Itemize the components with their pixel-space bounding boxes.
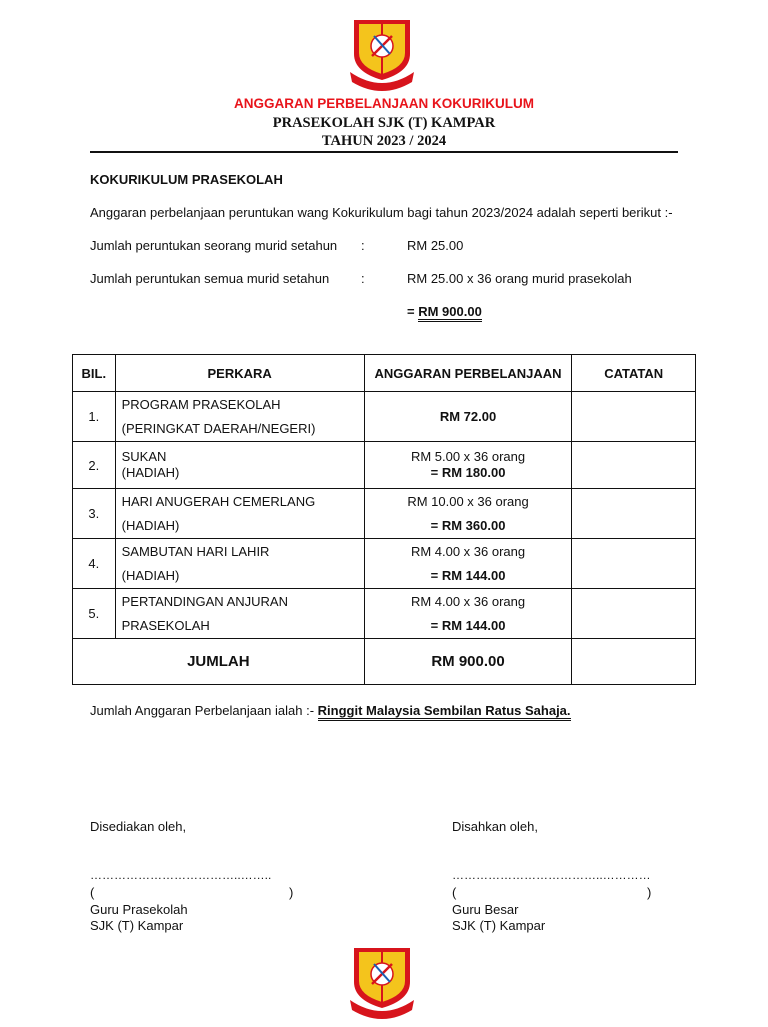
item-cell (115, 392, 364, 442)
document-title: ANGGARAN PERBELANJAAN KOKURIKULUM (234, 96, 534, 111)
summary-line (90, 703, 571, 718)
budget-table (72, 354, 696, 685)
approved-by-label: Disahkan oleh, (452, 819, 538, 834)
allocation-per-student-value: RM 25.00 (407, 238, 464, 253)
school-crest-top (346, 14, 418, 94)
summary-prefix: Jumlah Anggaran Perbelanjaan ialah :- (90, 703, 315, 718)
budget-amount: = RM 360.00 (430, 517, 506, 533)
document-subtitle: PRASEKOLAH SJK (T) KAMPAR (272, 115, 496, 131)
preparer-role: Guru Prasekolah (90, 902, 188, 917)
notes-cell (572, 539, 696, 589)
budget-cell (364, 442, 572, 489)
signature-line: ………………………………..…….. (90, 868, 272, 882)
column-header: BIL. (73, 355, 116, 392)
approver-school: SJK (T) Kampar (452, 918, 546, 933)
budget-amount: = RM 144.00 (430, 567, 506, 583)
item-name: PERTANDINGAN ANJURAN (121, 593, 288, 609)
budget-amount: = RM 144.00 (430, 617, 506, 633)
total-value: RM 900.00 (364, 639, 572, 685)
document-year: TAHUN 2023 / 2024 (321, 133, 447, 149)
budget-calculation: RM 10.00 x 36 orang (407, 493, 529, 509)
total-label: JUMLAH (73, 639, 365, 685)
notes-cell (572, 589, 696, 639)
approver-role: Guru Besar (452, 902, 519, 917)
table-row (73, 589, 696, 639)
item-name: SAMBUTAN HARI LAHIR (121, 543, 270, 559)
signature-line: ………………………………..………… (452, 868, 651, 882)
equals-sign: = (407, 304, 415, 319)
budget-amount: RM 72.00 (439, 409, 497, 424)
row-number: 1. (73, 392, 116, 442)
row-number: 2. (73, 442, 116, 489)
column-header: PERKARA (115, 355, 364, 392)
item-detail: (HADIAH) (121, 517, 180, 533)
name-paren-open: ( (452, 885, 457, 900)
header-divider (90, 151, 678, 153)
budget-calculation: RM 4.00 x 36 orang (410, 543, 526, 559)
notes-cell (572, 442, 696, 489)
name-paren-open: ( (90, 885, 95, 900)
row-number: 5. (73, 589, 116, 639)
budget-calculation: RM 4.00 x 36 orang (410, 593, 526, 609)
school-crest-bottom (346, 942, 418, 1022)
colon: : (361, 271, 365, 286)
row-number: 4. (73, 539, 116, 589)
budget-cell (364, 392, 572, 442)
notes-cell (572, 489, 696, 539)
item-name: SUKAN (121, 449, 167, 464)
table-total-row (73, 639, 696, 685)
row-number: 3. (73, 489, 116, 539)
table-row (73, 442, 696, 489)
allocation-all-students-label: Jumlah peruntukan semua murid setahun (90, 271, 330, 286)
item-cell (115, 589, 364, 639)
allocation-total (407, 304, 482, 319)
item-name: HARI ANUGERAH CEMERLANG (121, 493, 316, 509)
item-detail: (HADIAH) (121, 465, 180, 480)
table-row (73, 539, 696, 589)
allocation-total-value: RM 900.00 (418, 304, 482, 322)
intro-text: Anggaran perbelanjaan peruntukan wang Kokurikulum bagi tahun 2023/2024 adalah seperti berikut :- (90, 205, 673, 220)
budget-cell (364, 539, 572, 589)
item-detail: (PERINGKAT DAERAH/NEGERI) (121, 420, 316, 436)
item-detail: (HADIAH) (121, 567, 180, 583)
colon: : (361, 238, 365, 253)
column-header: CATATAN (572, 355, 696, 392)
column-header: ANGGARAN PERBELANJAAN (364, 355, 572, 392)
budget-cell (364, 489, 572, 539)
name-paren-close: ) (647, 885, 652, 900)
table-row (73, 392, 696, 442)
prepared-by-label: Disediakan oleh, (90, 819, 187, 834)
notes-cell (572, 392, 696, 442)
item-cell (115, 489, 364, 539)
item-cell (115, 539, 364, 589)
summary-amount-words: Ringgit Malaysia Sembilan Ratus Sahaja. (318, 703, 571, 721)
name-paren-close: ) (289, 885, 294, 900)
allocation-all-students-value: RM 25.00 x 36 orang murid prasekolah (407, 271, 632, 286)
item-cell (115, 442, 364, 489)
budget-amount: = RM 180.00 (430, 465, 506, 480)
allocation-per-student-label: Jumlah peruntukan seorang murid setahun (90, 238, 338, 253)
budget-calculation: RM 5.00 x 36 orang (410, 449, 526, 464)
table-header-row (73, 355, 696, 392)
item-detail: PRASEKOLAH (121, 617, 210, 633)
notes-cell (572, 639, 696, 685)
table-row (73, 489, 696, 539)
preparer-school: SJK (T) Kampar (90, 918, 184, 933)
item-name: PROGRAM PRASEKOLAH (121, 396, 281, 412)
budget-cell (364, 589, 572, 639)
section-heading: KOKURIKULUM PRASEKOLAH (90, 172, 283, 187)
